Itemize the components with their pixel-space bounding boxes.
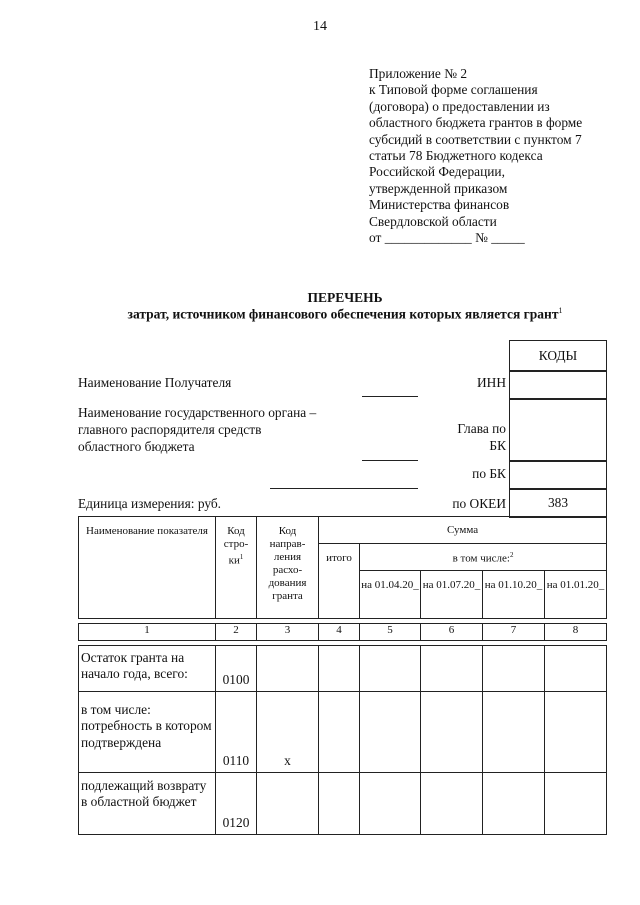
inn-code-field[interactable]: [509, 370, 607, 400]
cell-total[interactable]: [319, 646, 360, 692]
table-row: [79, 692, 607, 773]
glava-label-2: БК: [489, 438, 506, 453]
line-code-text-1: Код: [227, 525, 245, 537]
col-number: 2: [216, 624, 257, 641]
cell-q3[interactable]: [483, 773, 545, 835]
appendix-block: [369, 66, 619, 246]
line-code-text-2: стро-: [223, 538, 249, 550]
appendix-line: от _____________ № _____: [369, 230, 525, 246]
po-okei-label: по ОКЕИ: [452, 496, 506, 511]
header-total: итого: [319, 544, 360, 619]
cell-q3[interactable]: [483, 692, 545, 773]
unit-label: Единица измерения: руб.: [78, 496, 222, 511]
gov-body-underline[interactable]: [362, 460, 418, 461]
cell-q1[interactable]: [360, 773, 421, 835]
document-subtitle: [0, 306, 640, 323]
appendix-line: субсидий в соответствии с пунктом 7: [369, 131, 582, 147]
appendix-line: Министерства финансов: [369, 197, 510, 213]
header-date-2: на 01.07.20_: [421, 571, 483, 619]
row-name: подлежащий возврату в областной бюджет: [79, 773, 216, 835]
row-name: в том числе: потребность в котором подтверждена: [79, 692, 216, 773]
col-number: 5: [360, 624, 421, 641]
cell-q3[interactable]: [483, 646, 545, 692]
header-name: Наименование показателя: [79, 517, 216, 619]
po-bk-code-field[interactable]: [509, 460, 607, 490]
header-direction-code: [257, 517, 319, 619]
glava-bk-code-field[interactable]: [509, 398, 607, 462]
page-number: 14: [313, 19, 327, 34]
appendix-line: Свердловской области: [369, 213, 497, 229]
col-number: 7: [483, 624, 545, 641]
cell-q1[interactable]: [360, 646, 421, 692]
appendix-line: статьи 78 Бюджетного кодекса: [369, 148, 543, 164]
cell-q2[interactable]: [421, 692, 483, 773]
subtitle-text: затрат, источником финансового обеспечения которых является грант: [127, 306, 559, 322]
extra-underline[interactable]: [270, 488, 418, 489]
col-number: 6: [421, 624, 483, 641]
row-direction[interactable]: [257, 773, 319, 835]
document-title: ПЕРЕЧЕНЬ: [307, 290, 383, 305]
cell-q1[interactable]: [360, 692, 421, 773]
glava-label-1: Глава по: [457, 421, 506, 436]
recipient-underline[interactable]: [362, 396, 418, 397]
header-date-1: на 01.04.20_: [360, 571, 421, 619]
header-sum: Сумма: [319, 517, 607, 544]
gov-body-label-1: Наименование государственного органа –: [78, 405, 317, 420]
inn-label: ИНН: [476, 375, 506, 390]
gov-body-label-2: главного распорядителя средств: [78, 422, 262, 437]
header-date-4: на 01.01.20_: [545, 571, 607, 619]
appendix-line: Приложение № 2: [369, 66, 468, 81]
codes-header: КОДЫ: [509, 340, 607, 372]
row-direction[interactable]: [257, 646, 319, 692]
appendix-line: областного бюджета грантов в форме: [369, 115, 583, 131]
footnote-mark: 1: [558, 306, 563, 315]
cell-total[interactable]: [319, 773, 360, 835]
table-row: [79, 646, 607, 692]
row-code: 0120: [216, 773, 257, 835]
recipient-label: Наименование Получателя: [78, 375, 232, 390]
header-date-3: на 01.10.20_: [483, 571, 545, 619]
cell-q4[interactable]: [545, 773, 607, 835]
gov-body-label-3: областного бюджета: [78, 439, 195, 454]
appendix-line: (договора) о предоставлении из: [369, 98, 550, 114]
row-code: 0110: [216, 692, 257, 773]
cell-total[interactable]: [319, 692, 360, 773]
header-line-code: [216, 517, 257, 619]
row-code: 0100: [216, 646, 257, 692]
appendix-line: утвержденной приказом: [369, 180, 508, 196]
col-number: 4: [319, 624, 360, 641]
row-direction[interactable]: x: [257, 692, 319, 773]
cell-q2[interactable]: [421, 773, 483, 835]
header-including: в том числе:$^2$: [360, 544, 607, 571]
cell-q4[interactable]: [545, 692, 607, 773]
col-number: 3: [257, 624, 319, 641]
appendix-line: Российской Федерации,: [369, 164, 505, 180]
cell-q4[interactable]: [545, 646, 607, 692]
direction-code-label: Код направ-ления расхо-дования гранта: [268, 525, 307, 602]
row-name: Остаток гранта на начало года, всего:: [79, 646, 216, 692]
col-number: 8: [545, 624, 607, 641]
appendix-line: к Типовой форме соглашения: [369, 82, 538, 98]
expenses-table: [78, 516, 607, 835]
po-bk-label: по БК: [472, 466, 506, 481]
table-row: [79, 773, 607, 835]
cell-q2[interactable]: [421, 646, 483, 692]
line-code-text-3: $ки^1$: [228, 553, 244, 567]
col-number: 1: [79, 624, 216, 641]
okei-code-field: 383: [509, 488, 607, 518]
